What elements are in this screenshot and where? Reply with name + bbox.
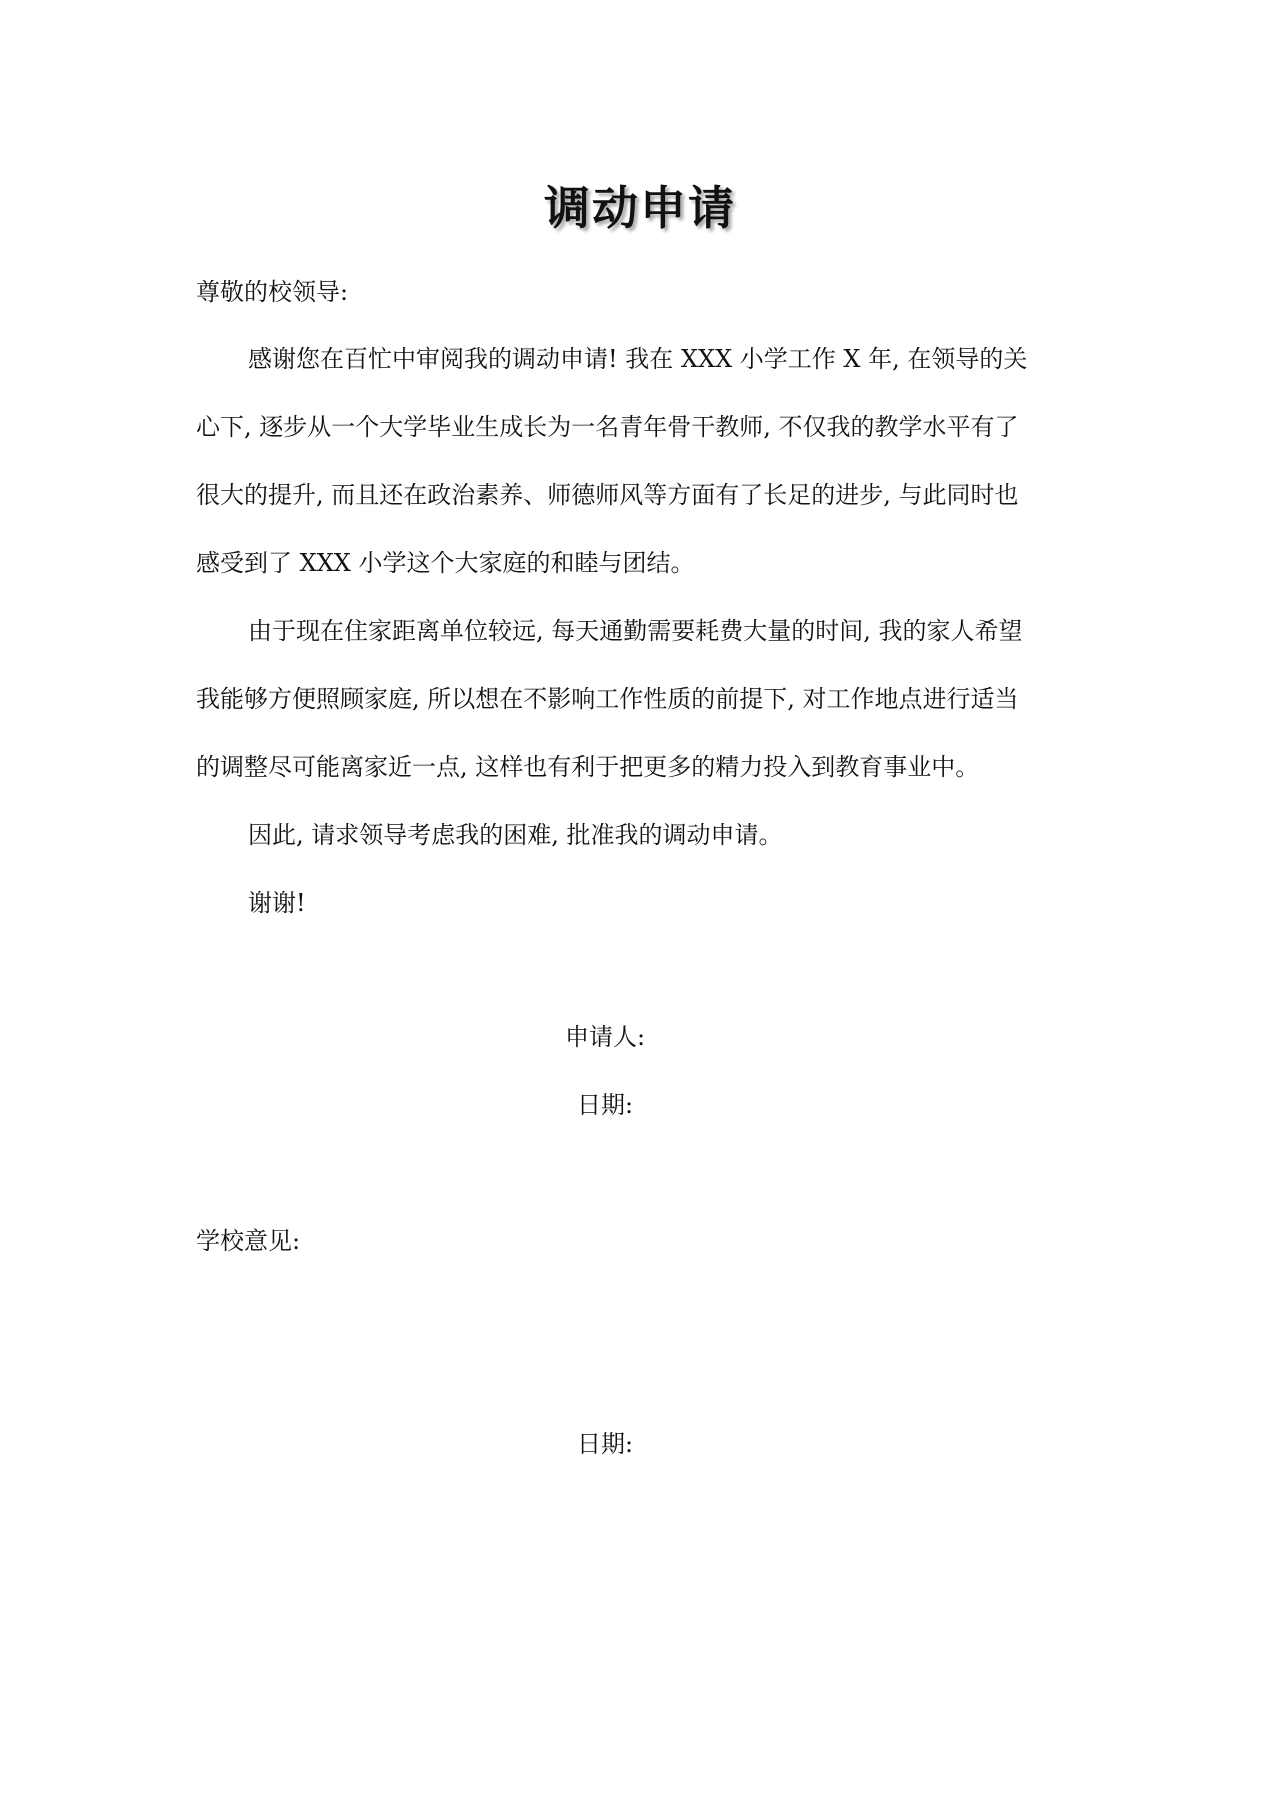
paragraph-1-line-3: 很大的提升, 而且还在政治素养、师德师风等方面有了长足的进步, 与此同时也: [196, 481, 1019, 509]
salutation: 尊敬的校领导:: [196, 278, 349, 306]
paragraph-3: 因此, 请求领导考虑我的困难, 批准我的调动申请。: [248, 821, 783, 849]
paragraph-1-line-1: 感谢您在百忙中审阅我的调动申请! 我在 XXX 小学工作 X 年, 在领导的关: [248, 345, 1028, 373]
thanks-line: 谢谢!: [248, 889, 306, 917]
school-date-label: 日期:: [576, 1430, 634, 1458]
page-title: 调动申请: [544, 181, 736, 235]
paragraph-2-line-2: 我能够方便照顾家庭, 所以想在不影响工作性质的前提下, 对工作地点进行适当: [196, 685, 1019, 713]
paragraph-2-line-3: 的调整尽可能离家近一点, 这样也有利于把更多的精力投入到教育事业中。: [196, 753, 980, 781]
paragraph-1-line-4: 感受到了 XXX 小学这个大家庭的和睦与团结。: [196, 549, 695, 577]
school-opinion-label: 学校意见:: [196, 1227, 301, 1255]
paragraph-1-line-2: 心下, 逐步从一个大学毕业生成长为一名青年骨干教师, 不仅我的教学水平有了: [196, 413, 1019, 441]
applicant-label: 申请人:: [564, 1023, 646, 1051]
date-label: 日期:: [576, 1091, 634, 1119]
paragraph-2-line-1: 由于现在住家距离单位较远, 每天通勤需要耗费大量的时间, 我的家人希望: [248, 617, 1023, 645]
